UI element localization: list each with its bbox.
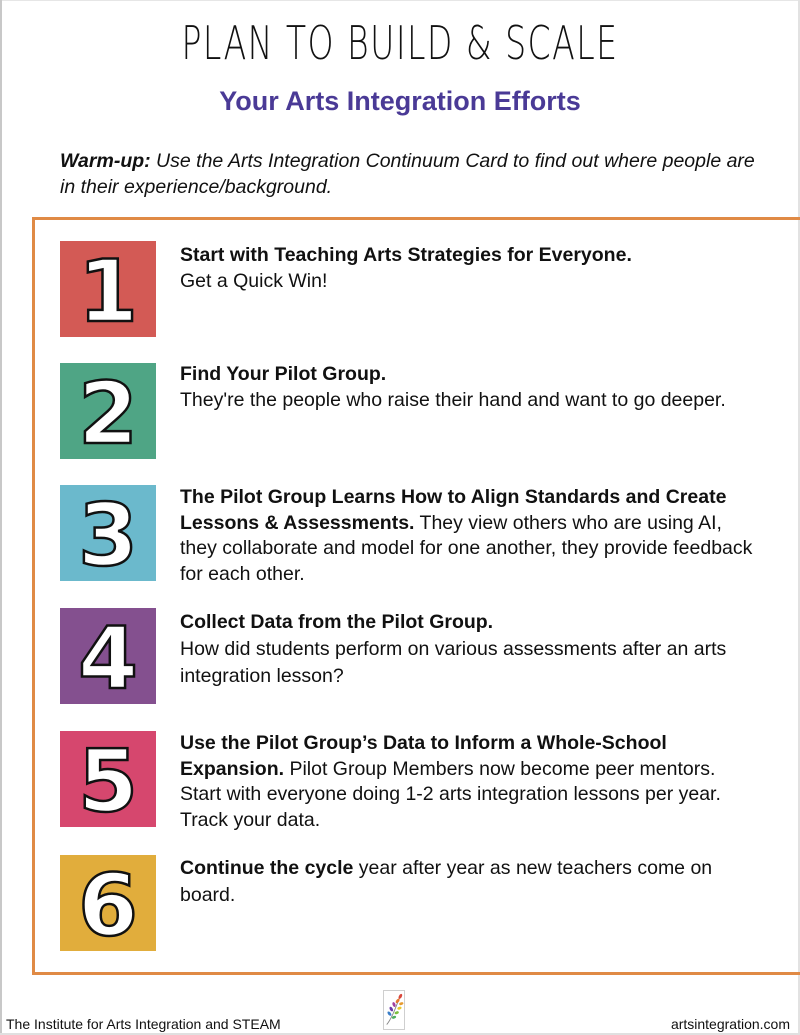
step-1-number-tile [60, 241, 156, 337]
step-5-heading: Use the Pilot Group’s Data to Inform a Whole-School Expansion. [180, 732, 667, 780]
page-title: PLAN TO BUILD & SCALE [181, 16, 619, 70]
leaf-branch-logo-icon [383, 990, 405, 1030]
number-1-icon [60, 241, 156, 337]
warmup-text: Use the Arts Integration Continuum Card to find out where people are in their experience/background. [60, 150, 755, 198]
svg-text:1: 1 [78, 242, 138, 337]
footer-organization: The Institute for Arts Integration and STEAM [6, 1016, 281, 1032]
page-left-edge [0, 0, 2, 1035]
step-3-heading: The Pilot Group Learns How to Align Standards and Create Lessons & Assessments. [180, 486, 727, 534]
number-6-icon [60, 855, 156, 951]
footer-website: artsintegration.com [670, 1016, 790, 1032]
step-2-text [180, 362, 760, 413]
number-2-icon [60, 363, 156, 459]
step-4-number-tile [60, 608, 156, 704]
number-5-icon [60, 731, 156, 827]
step-3-body: They view others who are using AI, they collaborate and model for one another, they provide feedback for each other. [180, 511, 753, 585]
step-6-number-tile [60, 855, 156, 951]
step-1-body: Get a Quick Win! [180, 269, 328, 292]
step-3-text [180, 485, 760, 587]
step-2-number-tile [60, 363, 156, 459]
step-5-text [180, 731, 760, 833]
step-2-body: They're the people who raise their hand and want to go deeper. [180, 388, 726, 411]
step-4-text [180, 609, 760, 690]
step-6-text [180, 855, 760, 909]
step-4-heading: Collect Data from the Pilot Group. [180, 611, 494, 633]
page-subtitle: Your Arts Integration Efforts [219, 86, 581, 116]
svg-text:4: 4 [78, 609, 138, 704]
step-1-heading: Start with Teaching Arts Strategies for Everyone. [180, 244, 632, 266]
warmup-note [60, 148, 760, 200]
svg-text:6: 6 [78, 856, 138, 951]
step-5-number-tile [60, 731, 156, 827]
number-4-icon [60, 608, 156, 704]
step-3-number-tile [60, 485, 156, 581]
page-top-edge [0, 0, 800, 1]
svg-text:5: 5 [78, 732, 138, 827]
step-4-body: How did students perform on various assessments after an arts integration lesson? [180, 638, 727, 687]
svg-text:2: 2 [78, 364, 138, 459]
svg-text:3: 3 [78, 486, 138, 581]
step-6-heading: Continue the cycle [180, 857, 354, 879]
step-5-body: Pilot Group Members now become peer mentors. Start with everyone doing 1-2 arts integration lessons per year. Track your data. [180, 757, 721, 831]
step-2-heading: Find Your Pilot Group. [180, 363, 387, 385]
leaf-branch-svg [384, 991, 404, 1029]
number-3-icon [60, 485, 156, 581]
step-6-body: year after year as new teachers come on board. [180, 857, 713, 906]
warmup-label: Warm-up: [60, 150, 151, 172]
step-1-text [180, 243, 760, 294]
